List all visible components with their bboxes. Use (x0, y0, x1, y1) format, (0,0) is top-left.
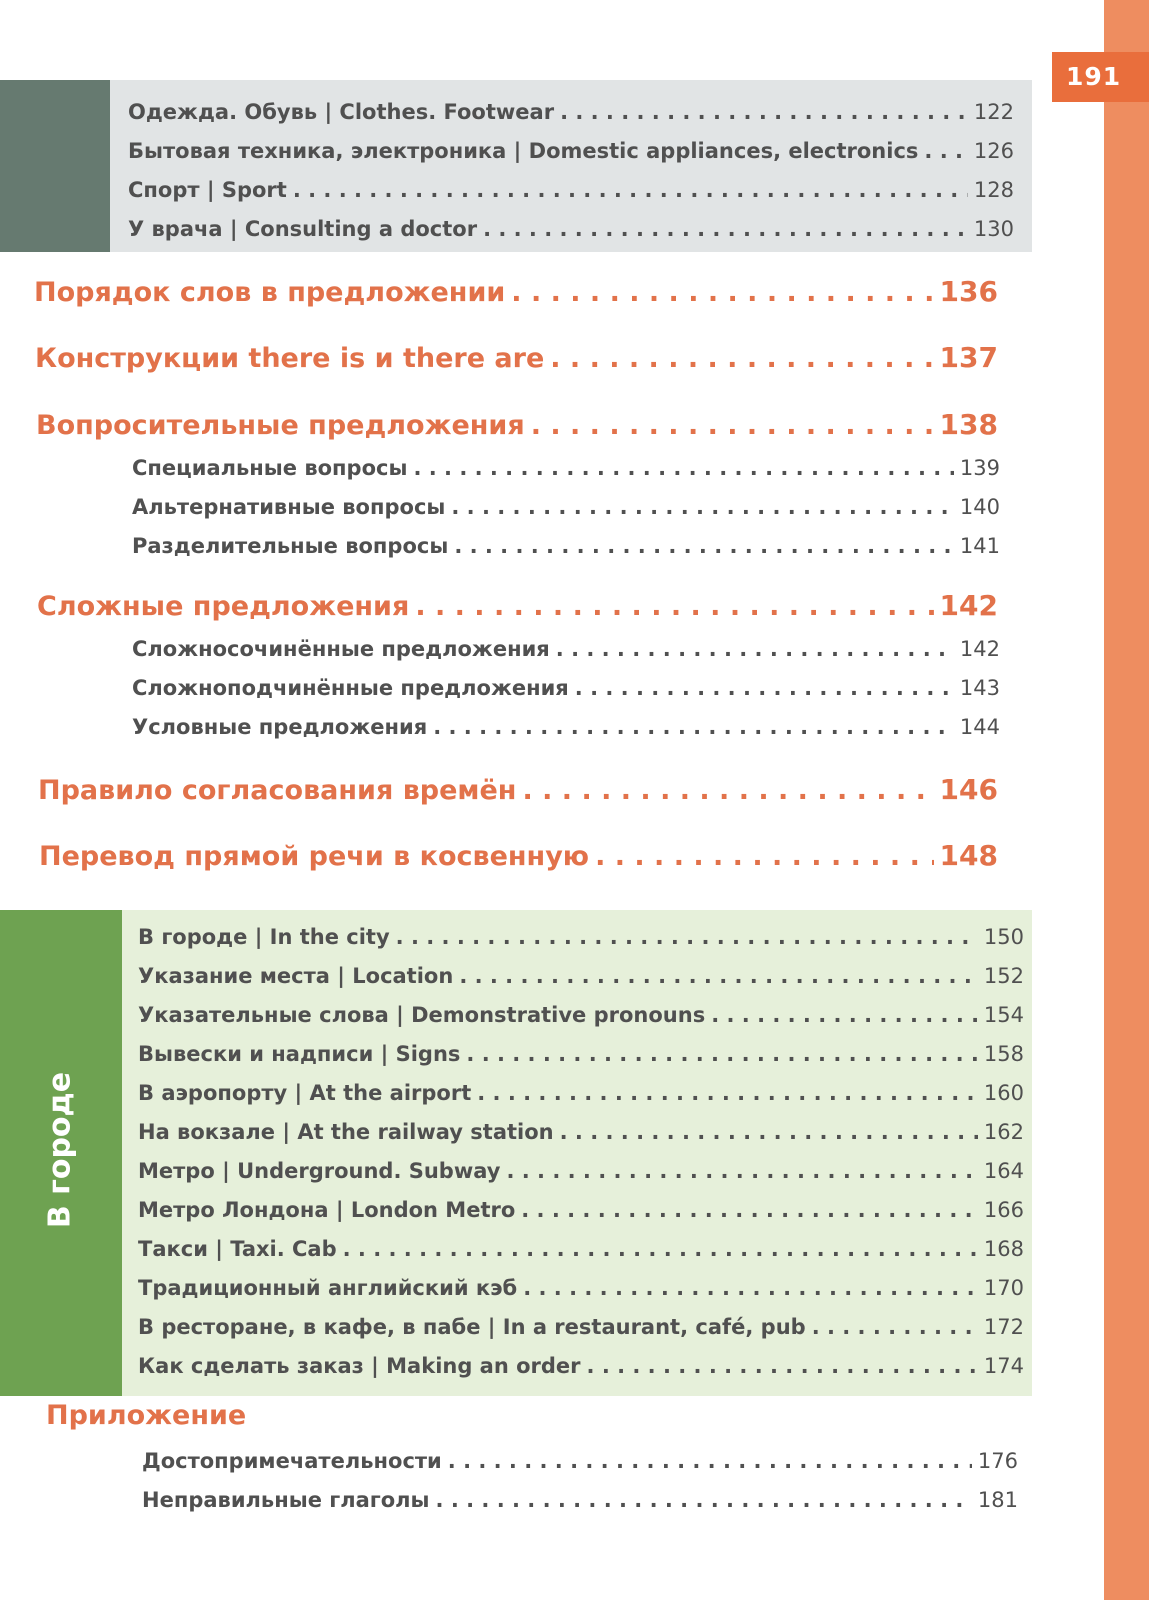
entry-title: Правило согласования времён (38, 775, 517, 806)
grammar-heading (39, 836, 998, 876)
dot-leader (556, 630, 954, 669)
grammar-heading (37, 586, 998, 626)
entry-page: 160 (983, 1081, 1024, 1105)
entry-page: 136 (939, 275, 998, 308)
dot-leader (436, 1481, 972, 1520)
dot-leader (396, 918, 978, 957)
grammar-heading (34, 272, 998, 312)
dot-leader (477, 1074, 978, 1113)
grammar-subentry (132, 630, 1000, 669)
entry-page: 128 (973, 178, 1014, 202)
entry-title: На вокзале | At the railway station (138, 1120, 554, 1144)
entry-page: 170 (983, 1276, 1024, 1300)
entry-title: Специальные вопросы (132, 456, 408, 480)
entry-title: Одежда. Обувь | Clothes. Footwear (128, 100, 555, 124)
dot-leader (595, 837, 933, 877)
entry-title: Метро Лондона | London Metro (138, 1198, 516, 1222)
entry-page: 143 (959, 676, 1000, 700)
entry-page: 154 (983, 1003, 1024, 1027)
dot-leader (293, 171, 968, 210)
entry-title: Сложносочинённые предложения (132, 637, 550, 661)
entry-page: 130 (973, 217, 1014, 241)
dot-leader (451, 488, 954, 527)
appendix-heading: Приложение (46, 1400, 247, 1431)
entry-page: 168 (983, 1237, 1024, 1261)
entry-page: 164 (983, 1159, 1024, 1183)
toc-entry (138, 1269, 1024, 1308)
grammar-subentry (132, 669, 1000, 708)
grammar-section (35, 338, 998, 378)
entry-page: 174 (983, 1354, 1024, 1378)
dot-leader (343, 1230, 978, 1269)
dot-leader (433, 708, 954, 747)
entry-page: 144 (959, 715, 1000, 739)
grammar-heading (38, 770, 998, 810)
entry-title: Указательные слова | Demonstrative pronouns (138, 1003, 706, 1027)
dot-leader (550, 339, 933, 379)
right-edge-strip (1104, 0, 1149, 1600)
entry-title: Достопримечательности (142, 1449, 442, 1473)
entry-page: 172 (983, 1315, 1024, 1339)
entry-page: 141 (959, 534, 1000, 558)
entry-title: Сложные предложения (37, 591, 410, 622)
entry-page: 176 (977, 1449, 1018, 1473)
grammar-subentry (132, 527, 1000, 566)
entry-title: Метро | Underground. Subway (138, 1159, 501, 1183)
dot-leader (448, 1442, 972, 1481)
entry-title: Вывески и надписи | Signs (138, 1042, 461, 1066)
toc-entry (128, 132, 1014, 171)
section-city-label: В городе (42, 1071, 78, 1229)
dot-leader (711, 996, 978, 1035)
toc-entry (138, 1113, 1024, 1152)
grammar-section (34, 272, 998, 312)
toc-entry (128, 171, 1014, 210)
toc-entry (138, 918, 1024, 957)
entry-page: 148 (939, 839, 998, 872)
entry-title: Как сделать заказ | Making an order (138, 1354, 581, 1378)
entry-page: 138 (939, 408, 998, 441)
toc-entry (138, 1074, 1024, 1113)
entry-page: 122 (973, 100, 1014, 124)
dot-leader (454, 527, 954, 566)
entry-title: У врача | Consulting a doctor (128, 217, 478, 241)
toc-entry (138, 1152, 1024, 1191)
dot-leader (812, 1308, 978, 1347)
dot-leader (511, 273, 933, 313)
dot-leader (415, 587, 933, 627)
toc-entry (138, 1191, 1024, 1230)
entry-page: 146 (939, 773, 998, 806)
section-shopping-tab (0, 80, 110, 252)
entry-title: Спорт | Sport (128, 178, 287, 202)
dot-leader (924, 132, 968, 171)
section-shopping-entries (128, 93, 1014, 249)
entry-title: Неправильные глаголы (142, 1488, 430, 1512)
dot-leader (587, 1347, 978, 1386)
grammar-subsections (132, 630, 1000, 747)
toc-entry (138, 957, 1024, 996)
toc-entry (138, 1308, 1024, 1347)
grammar-section (39, 836, 998, 876)
entry-title: Перевод прямой речи в косвенную (39, 841, 590, 872)
entry-page: 137 (939, 341, 998, 374)
entry-title: Такси | Taxi. Cab (138, 1237, 337, 1261)
entry-page: 162 (983, 1120, 1024, 1144)
entry-title: Вопросительные предложения (36, 410, 525, 441)
entry-title: Альтернативные вопросы (132, 495, 446, 519)
dot-leader (466, 1035, 978, 1074)
dot-leader (506, 1152, 977, 1191)
toc-entry (142, 1481, 1018, 1520)
entry-title: В ресторане, в кафе, в пабе | In a restaurant, café, pub (138, 1315, 806, 1339)
grammar-section (38, 770, 998, 810)
grammar-section (37, 586, 998, 626)
entry-title: Порядок слов в предложении (34, 277, 506, 308)
toc-entry (138, 1347, 1024, 1386)
entry-title: Традиционный английский кэб (138, 1276, 518, 1300)
toc-entry (138, 996, 1024, 1035)
entry-page: 142 (959, 637, 1000, 661)
entry-page: 126 (973, 139, 1014, 163)
grammar-subsections (132, 449, 1000, 566)
entry-page: 152 (983, 964, 1024, 988)
dot-leader (521, 1191, 978, 1230)
entry-page: 166 (983, 1198, 1024, 1222)
dot-leader (459, 957, 978, 996)
entry-title: Условные предложения (132, 715, 428, 739)
toc-entry (128, 93, 1014, 132)
dot-leader (560, 93, 968, 132)
entry-page: 150 (983, 925, 1024, 949)
appendix-entries (142, 1442, 1018, 1520)
grammar-heading (36, 405, 998, 445)
grammar-subentry (132, 449, 1000, 488)
grammar-subentry (132, 708, 1000, 747)
entry-title: Указание места | Location (138, 964, 454, 988)
entry-page: 142 (939, 589, 998, 622)
dot-leader (483, 210, 968, 249)
grammar-heading (35, 338, 998, 378)
entry-title: Разделительные вопросы (132, 534, 449, 558)
entry-title: Бытовая техника, электроника | Domestic appliances, electronics (128, 139, 919, 163)
grammar-subentry (132, 488, 1000, 527)
grammar-section (36, 405, 998, 445)
dot-leader (523, 1269, 978, 1308)
dot-leader (413, 449, 953, 488)
toc-entry (138, 1035, 1024, 1074)
entry-page: 139 (959, 456, 1000, 480)
dot-leader (575, 669, 954, 708)
entry-title: Сложноподчинённые предложения (132, 676, 569, 700)
dot-leader (522, 771, 933, 811)
toc-entry (142, 1442, 1018, 1481)
entry-title: В городе | In the city (138, 925, 390, 949)
entry-page: 158 (983, 1042, 1024, 1066)
entry-page: 181 (977, 1488, 1018, 1512)
toc-entry (128, 210, 1014, 249)
toc-entry (138, 1230, 1024, 1269)
dot-leader (560, 1113, 978, 1152)
page-number: 191 (1052, 52, 1149, 102)
dot-leader (531, 406, 934, 446)
entry-title: Конструкции there is и there are (35, 343, 545, 374)
section-city-entries (138, 918, 1024, 1386)
entry-page: 140 (959, 495, 1000, 519)
entry-title: В аэропорту | At the airport (138, 1081, 472, 1105)
